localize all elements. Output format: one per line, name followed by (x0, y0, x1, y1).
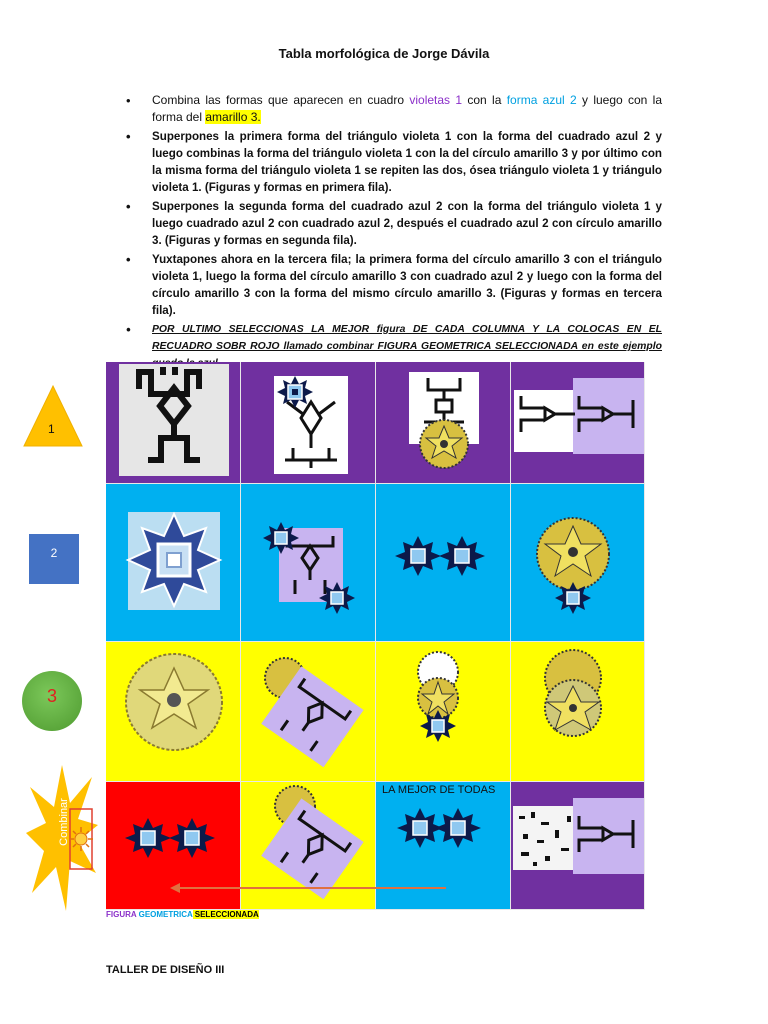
triangle-shape (22, 384, 84, 448)
sun-circle-icon (537, 518, 609, 590)
yellow-term: amarillo 3. (205, 110, 261, 124)
page-title: Tabla morfológica de Jorge Dávila (278, 46, 490, 61)
cell-r2-c1 (106, 484, 241, 642)
instruction-1 (126, 92, 662, 126)
blue-term: forma azul 2 (506, 93, 577, 107)
cell-r2-c4 (511, 484, 645, 642)
circle-label: 3 (46, 686, 57, 706)
sun-circle-icon (418, 652, 458, 718)
instruction-4: • Yuxtapones ahora en la tercera fila; la primera forma del círculo amarillo 3 con el triángulo violeta 1, luego la forma del círculo amarillo 3 con cuadrado azul 2 y luego con la forma del círculo amarillo 3 con la forma del mismo círculo amarillo 3. (Figuras y formas en tercera fila). (126, 251, 662, 319)
selected-figure-caption (106, 910, 259, 919)
cell-r2-c3 (376, 484, 511, 642)
cell-r1-c3 (376, 362, 511, 484)
sun-circle-icon (126, 654, 222, 750)
triangle-label: 1 (48, 422, 55, 436)
eight-point-star-icon (125, 818, 215, 858)
cell-r4-c4 (511, 782, 645, 910)
cell-r3-c2 (241, 642, 376, 782)
cell-r1-c4 (511, 362, 645, 484)
eight-point-star-icon (395, 536, 485, 576)
best-of-all-label: LA MEJOR DE TODAS (382, 784, 496, 796)
cell-r3-c4 (511, 642, 645, 782)
cell-r3-c3 (376, 642, 511, 782)
instruction-1-text-2: con la (462, 93, 507, 107)
sun-circle-icon (545, 650, 601, 736)
combine-label: Combinar (58, 798, 70, 846)
cell-r1-c1 (106, 362, 241, 484)
footer-course: TALLER DE DISEÑO III (106, 964, 225, 976)
caption-part-1: FIGURA (106, 910, 137, 919)
cell-r3-c1 (106, 642, 241, 782)
instructions-list (126, 92, 662, 374)
instruction-3: • Superpones la segunda forma del cuadrado azul 2 con la forma del triángulo violeta 1 y luego cuadrado azul 2 con cuadrado azul 2, después el cuadrado azul 2 con círculo amarillo 3. (Figuras y formas en segunda fila). (126, 198, 662, 249)
instruction-5: • POR ULTIMO SELECCIONAS LA MEJOR figura DE CADA COLUMNA Y LA COLOCAS EN EL RECUADRO SOBR ROJO llamado combinar FIGURA GEOMETRICA SELECCIONADA en este ejemplo (126, 321, 662, 372)
cell-r1-c2 (241, 362, 376, 484)
square-label: 2 (50, 546, 58, 560)
morphological-grid (106, 362, 645, 910)
instruction-1-text-3: y luego con la forma del (152, 93, 662, 124)
eight-point-star-icon (128, 514, 220, 606)
cell-r2-c2 (241, 484, 376, 642)
instruction-2: • Superpones la primera forma del triángulo violeta 1 con la forma del cuadrado azul 2 y luego combinas la forma del triángulo violeta 1 con la del círculo amarillo 3 y por último con la misma forma del triángulo violeta 1 se repiten las dos, ósea triángulo violeta 1 y triángulo violeta 1. (Figuras y formas en primera fila). (126, 128, 662, 196)
eight-point-star-icon (397, 808, 481, 848)
caption-part-3: SELECCIONADA (192, 910, 259, 919)
sun-circle-icon (420, 420, 468, 468)
violet-term: violetas 1 (409, 93, 463, 107)
selection-arrow (170, 880, 450, 894)
instruction-1-text: Combina las formas que aparecen en cuadro (152, 93, 410, 107)
caption-part-2: GEOMETRICA (136, 910, 193, 919)
